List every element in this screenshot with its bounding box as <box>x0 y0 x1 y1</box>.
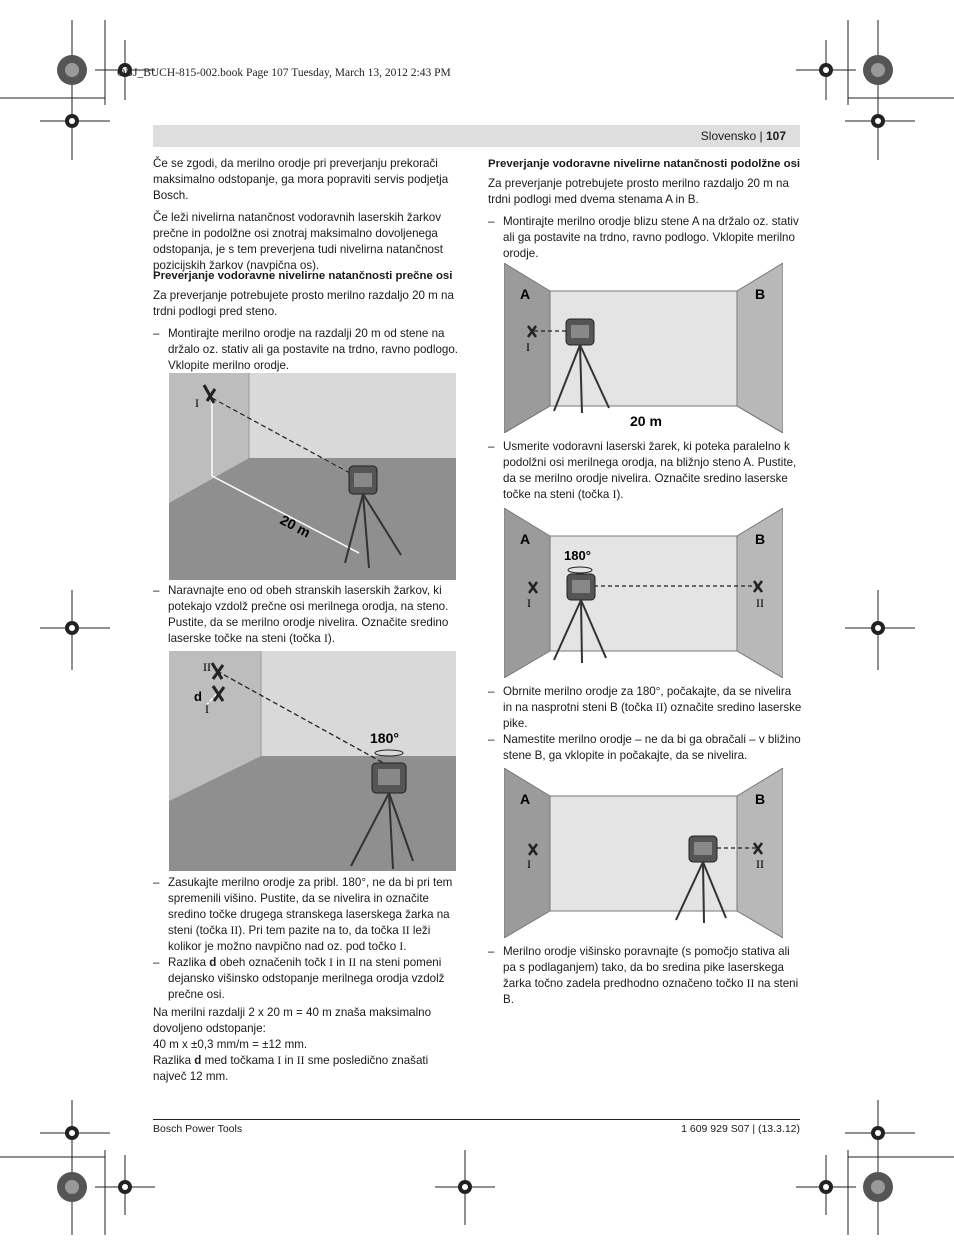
fig3-point-I: I <box>526 340 530 354</box>
page-header <box>153 125 800 147</box>
calc-line-3 <box>153 1053 463 1085</box>
step-2-point: I <box>323 632 328 645</box>
figure-longitudinal-adjust <box>504 768 783 938</box>
step-3-text-c: leži kolikor je možno navpično nad oz. pod točko <box>168 924 431 953</box>
calc-text-b: med točkama <box>201 1054 278 1067</box>
fig3-wall-A: A <box>520 286 531 302</box>
right-column-top <box>488 156 803 262</box>
right-step-2-point: I <box>612 488 617 501</box>
step-4-and: in <box>333 956 349 969</box>
fig3-wall-B: B <box>755 286 766 302</box>
left-section <box>153 268 463 374</box>
step-2-end: ). <box>327 632 335 645</box>
right-step-2-wrap <box>488 439 803 503</box>
fig1-point-I: I <box>195 396 199 410</box>
page-number: 107 <box>765 129 786 143</box>
right-step-4: – Namestite merilno orodje – ne da bi ga obračali – v bližino stene B, ga vklopite in počakajte, da se nivelira. <box>488 732 803 764</box>
figure-longitudinal-setup <box>504 263 783 433</box>
step-4-d: d <box>209 956 217 969</box>
header-separator: | <box>759 129 763 143</box>
right-paragraph-1: Za preverjanje potrebujete prosto merilno razdaljo 20 m na trdni podlogi med dvema stenama A in B. <box>488 177 789 206</box>
right-step-3-point: II <box>655 701 664 714</box>
left-paragraph-1: Če se zgodi, da merilno orodje pri preverjanju prekorači maksimalno odstopanje, ga mora popraviti servis podjetja Bosch. <box>153 157 449 202</box>
fig4-wall-B: B <box>755 531 766 547</box>
right-step-2-end: ). <box>616 488 624 501</box>
fig2-rotation: 180° <box>370 730 399 746</box>
step-2-text: Naravnajte eno od obeh stranskih laserskih žarkov, ki potekajo vzdolž prečne osi merilnega orodja, na steno. Pustite, da se merilno orodje nivelira. Označite sredino laserske točke na steni (točka <box>168 584 449 645</box>
section-heading-longitudinal: Preverjanje vodoravne nivelirne natančnosti podolžne osi <box>488 158 801 170</box>
right-step-5 <box>488 944 803 1008</box>
print-info: OBJ_BUCH-815-002.book Page 107 Tuesday, March 13, 2012 2:43 PM <box>117 67 451 79</box>
step-1: – Montirajte merilno orodje na razdalji 20 m od stene na držalo oz. stativ ali ga postavite na trdno, ravno podlogo. Vklopite merilno orodje. <box>153 326 463 374</box>
fig2-difference-d: d <box>194 689 202 704</box>
footer-left: Bosch Power Tools <box>153 1123 243 1135</box>
fig1-distance-label: 20 m <box>277 511 314 541</box>
fig2-point-II: II <box>203 660 211 674</box>
left-steps-3-4 <box>153 875 463 1003</box>
step-4-text-b: obeh označenih točk <box>216 956 330 969</box>
fig5-point-II: II <box>756 857 764 871</box>
calc-and: in <box>281 1054 297 1067</box>
fig2-point-I: I <box>205 702 209 716</box>
calc-text: Razlika <box>153 1054 195 1067</box>
right-step-2-text: Usmerite vodoravni laserski žarek, ki poteka paralelno k podolžni osi merilnega orodja, na bližnjo steno A. Pustite, da se merilno orodje nivelira. Označite sredino laserske točke na steni (točka <box>503 440 797 501</box>
right-step-5-point: II <box>746 977 755 990</box>
header-text <box>701 129 786 143</box>
fig5-wall-B: B <box>755 791 766 807</box>
footer-rule <box>153 1119 800 1120</box>
step-3-text: Zasukajte merilno orodje za pribl. 180°, ne da bi pri tem spremenili višino. Pustite, da se nivelira in označite sredino točke drugega stranskega laserskega žarka na steni (točka <box>168 876 453 937</box>
step-4-point-ii: II <box>348 956 357 969</box>
step-3-point-i: I <box>399 940 404 953</box>
left-column <box>153 156 463 280</box>
right-steps-3-4 <box>488 684 803 764</box>
step-4-text: Razlika <box>168 956 210 969</box>
calc-d: d <box>194 1054 202 1067</box>
calc-line-2: 40 m x ±0,3 mm/m = ±12 mm. <box>153 1038 308 1051</box>
section-heading-transverse: Preverjanje vodoravne nivelirne natančnosti prečne osi <box>153 270 453 282</box>
fig4-rotation: 180° <box>564 548 591 563</box>
calc-line-1: Na merilni razdalji 2 x 20 m = 40 m znaša maksimalno dovoljeno odstopanje: <box>153 1006 432 1035</box>
step-3-end: . <box>403 940 407 953</box>
step-4 <box>153 955 463 1003</box>
fig4-point-II: II <box>756 596 764 610</box>
left-paragraph-3: Za preverjanje potrebujete prosto merilno razdaljo 20 m na trdni podlogi pred steno. <box>153 289 454 318</box>
fig5-wall-A: A <box>520 791 531 807</box>
figure-transverse-setup <box>169 373 456 580</box>
footer-right: 1 609 929 S07 | (13.3.12) <box>681 1123 800 1135</box>
figure-longitudinal-rotate <box>504 508 783 678</box>
step-4-point-i: I <box>329 956 334 969</box>
left-paragraph-2: Če leži nivelirna natančnost vodoravnih laserskih žarkov prečne in podolžne osi znotraj maksimalno dovoljenega odstopanja, je s tem preverjena tudi nivelirna natančnost pozicijskih žarkov (navpična os). <box>153 211 444 272</box>
calc-text-c: sme posledično znašati največ 12 mm. <box>153 1054 429 1083</box>
calc-point-i: I <box>277 1054 282 1067</box>
step-3-text-b: ). Pri tem pazite na to, da točka <box>238 924 402 937</box>
step-3-point-ii-b: II <box>401 924 410 937</box>
left-step-2 <box>153 583 463 647</box>
right-step-3-end: ) označite sredino laserske pike. <box>503 701 802 730</box>
header-language: Slovensko <box>700 129 757 143</box>
right-step-3-text: Obrnite merilno orodje za 180°, počakajte, da se nivelira in na nasprotni steni B (točka <box>503 685 792 714</box>
calc-point-ii: II <box>296 1054 305 1067</box>
fig4-wall-A: A <box>520 531 531 547</box>
right-step-3 <box>488 684 803 732</box>
step-2 <box>153 583 463 647</box>
step-4-text-c: na steni pomeni dejansko višinsko odstopanje merilnega orodja vzdolž prečne osi. <box>168 956 445 1001</box>
fig3-distance-label: 20 m <box>630 413 662 429</box>
right-step-5-end: na steni B. <box>503 977 799 1006</box>
right-step-2 <box>488 439 803 503</box>
right-step-5-wrap <box>488 944 803 1008</box>
fig5-point-I: I <box>527 857 531 871</box>
figure-transverse-rotate <box>169 651 456 871</box>
right-step-5-text: Merilno orodje višinsko poravnajte (s pomočjo stativa ali pa s podlaganjem) tako, da bo sredina pike laserskega žarka točno zadela predhodno označeno točko <box>503 945 790 990</box>
fig4-point-I: I <box>527 596 531 610</box>
left-calculation <box>153 1005 463 1085</box>
step-3 <box>153 875 463 955</box>
step-3-point-ii: II <box>230 924 239 937</box>
right-step-1: – Montirajte merilno orodje blizu stene A na držalo oz. stativ ali ga postavite na trdno, ravno podlogo. Vklopite merilno orodje. <box>488 214 803 262</box>
